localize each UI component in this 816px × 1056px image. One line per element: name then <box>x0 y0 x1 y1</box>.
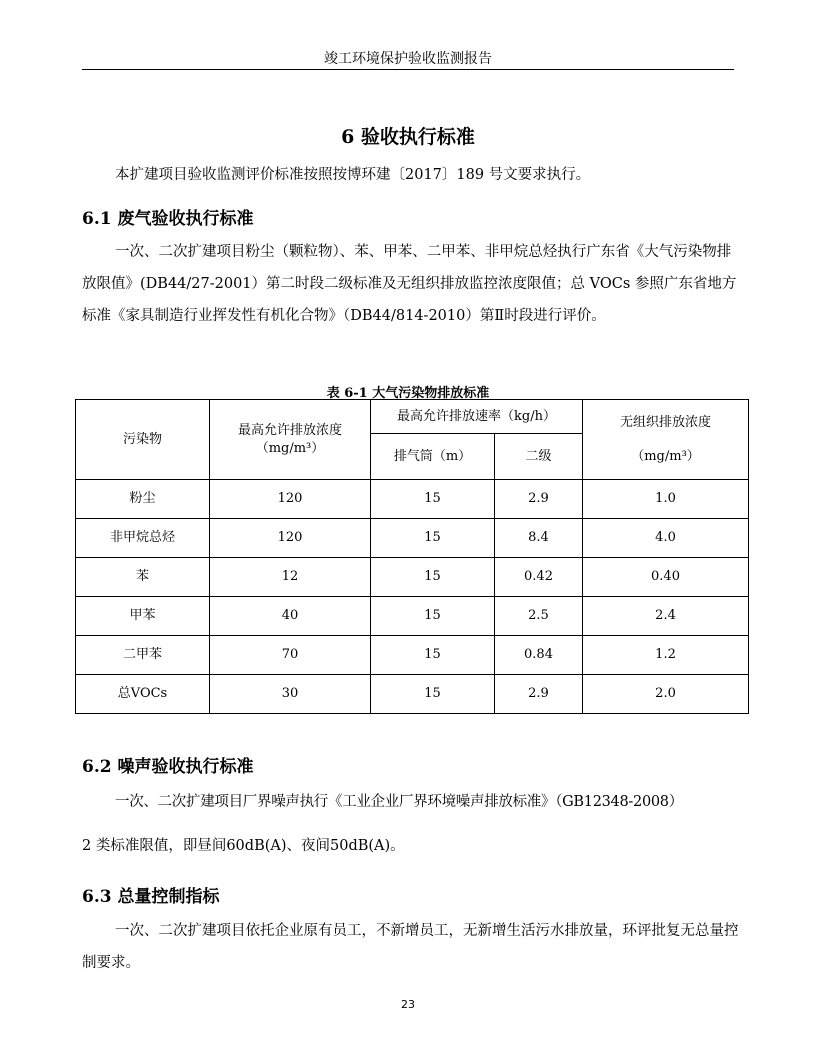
header-stack-height: 排气筒（m） <box>371 434 495 480</box>
table-row: 粉尘 120 15 2.9 1.0 <box>76 480 749 519</box>
section-body-noise-line1: 一次、二次扩建项目厂界噪声执行《工业企业厂界环境噪声排放标准》（GB12348-2008） <box>115 794 683 810</box>
header-grade: 二级 <box>495 434 583 480</box>
section-body-waste-gas: 一次、二次扩建项目粉尘（颗粒物）、苯、甲苯、二甲苯、非甲烷总烃执行广东省《大气污染物排放限值》(DB44/27-2001）第二时段二级标准及无组织排放监控浓度限值；总 VOCs 参照广东省地方标准《家具制造行业挥发性有机化合物》（DB44/814-2010）第Ⅱ时段进行评价。 <box>82 244 737 324</box>
table-caption: 表 6-1 大气污染物排放标准 <box>326 386 490 401</box>
section-title-waste-gas: 6.1 废气验收执行标准 <box>82 209 254 229</box>
table-row: 甲苯 40 15 2.5 2.4 <box>76 597 749 636</box>
section-body-noise-line2: 2 类标准限值，即昼间60dB(A)、夜间50dB(A)。 <box>82 838 405 854</box>
chapter-intro: 本扩建项目验收监测评价标准按照按博环建〔2017〕189 号文要求执行。 <box>115 167 591 183</box>
section-title-total-control: 6.3 总量控制指标 <box>82 887 220 907</box>
emission-standards-table <box>75 399 749 714</box>
header-fugitive-concentration: 无组织排放浓度 （mg/m³） <box>583 400 749 480</box>
table-header-row <box>76 400 749 434</box>
table-row: 总VOCs 30 15 2.9 2.0 <box>76 675 749 714</box>
header-pollutant: 污染物 <box>76 400 210 480</box>
running-header: 竣工环境保护验收监测报告 <box>324 51 492 67</box>
table-row: 二甲苯 70 15 0.84 1.2 <box>76 636 749 675</box>
chapter-title: 6 验收执行标准 <box>341 126 475 148</box>
header-max-rate: 最高允许排放速率（kg/h） <box>371 400 583 434</box>
section-body-total-control: 一次、二次扩建项目依托企业原有员工，不新增员工，无新增生活污水排放量，环评批复无总量控制要求。 <box>82 923 739 971</box>
table-row: 苯 12 15 0.42 0.40 <box>76 558 749 597</box>
header-max-concentration: 最高允许排放浓度 （mg/m³） <box>210 400 371 480</box>
table-row: 非甲烷总烃 120 15 8.4 4.0 <box>76 519 749 558</box>
section-title-noise: 6.2 噪声验收执行标准 <box>82 757 254 777</box>
header-rule <box>82 69 734 70</box>
page-number: 23 <box>401 998 415 1011</box>
